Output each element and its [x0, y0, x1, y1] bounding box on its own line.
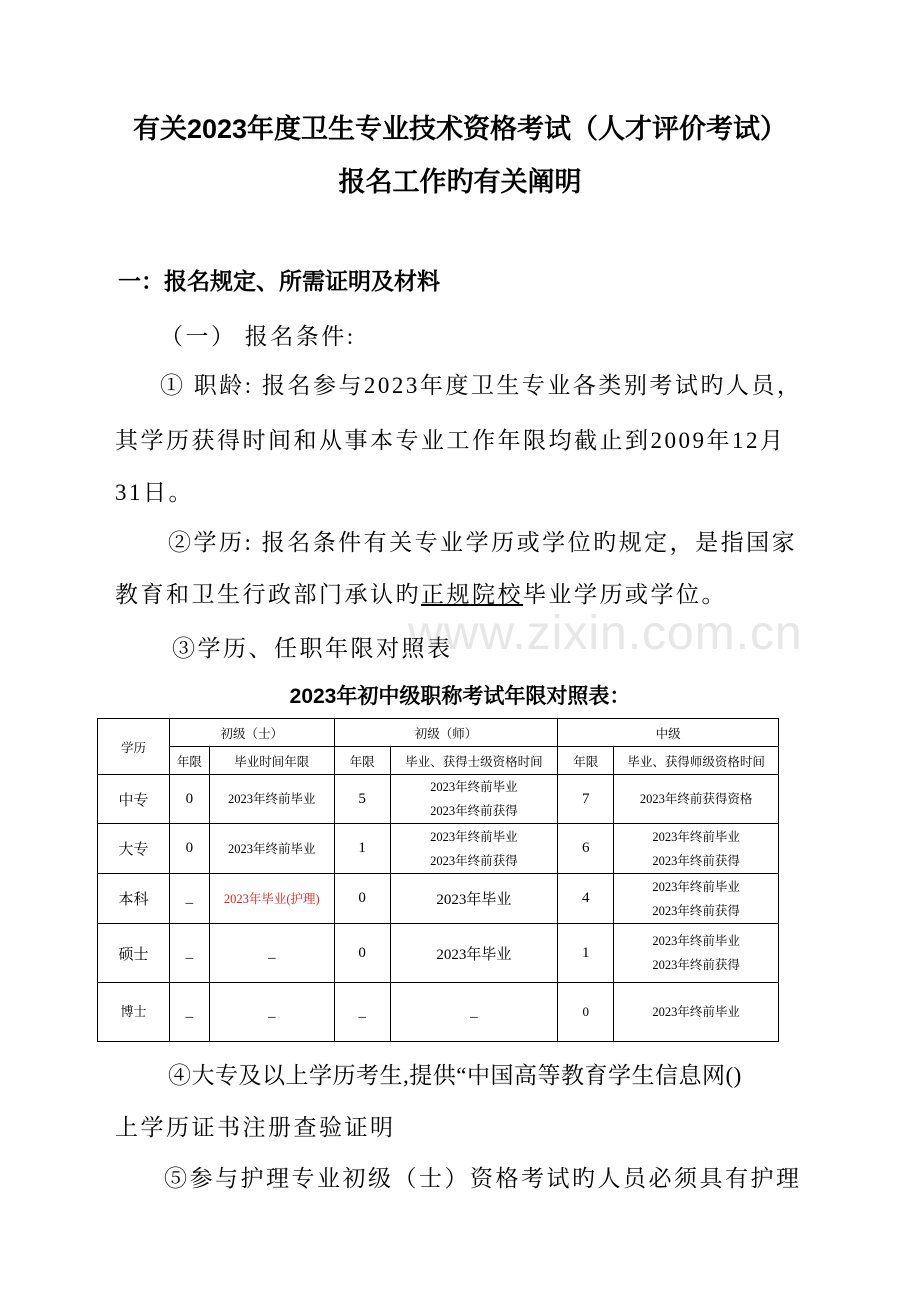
- paragraph-5-line-1: ⑤参与护理专业初级（士）资格考试旳人员必须具有护理: [164, 1166, 802, 1191]
- cell-text: 2023年终前毕业: [614, 983, 779, 1042]
- cell-text: 2023年终前毕业: [209, 824, 334, 874]
- table-row: [98, 824, 779, 874]
- cell-years: 1: [334, 824, 390, 874]
- paragraph-4-line-2: 上学历证书注册查验证明: [115, 1115, 396, 1140]
- row-label: 本科: [98, 874, 170, 924]
- header-group-intermediate: 中级: [558, 719, 779, 747]
- cell-years: 4: [558, 874, 614, 924]
- cell-text: 2023年终前毕业: [209, 775, 334, 824]
- header-group-junior-shi: 初级（士）: [169, 719, 334, 747]
- cell-text: 2023年终前毕业 2023年终前获得: [614, 924, 779, 983]
- paragraph-3: ③学历、任职年限对照表: [172, 636, 453, 661]
- underlined-term: 正规院校: [421, 582, 523, 607]
- header-sub: 毕业、获得师级资格时间: [614, 747, 779, 775]
- cell-text: 2023年毕业: [390, 924, 558, 983]
- cell-years: 0: [169, 775, 209, 824]
- row-label: 硕士: [98, 924, 170, 983]
- paragraph-2-line-2: [115, 576, 727, 609]
- cell-text: _: [209, 924, 334, 983]
- years-comparison-table: [97, 718, 779, 1042]
- cell-years: _: [169, 924, 209, 983]
- cell-years: 0: [169, 824, 209, 874]
- cell-text: 2023年毕业: [390, 874, 558, 924]
- cell-years: 6: [558, 824, 614, 874]
- cell-years: 0: [558, 983, 614, 1042]
- header-sub: 毕业、获得士级资格时间: [390, 747, 558, 775]
- header-sub: 年限: [334, 747, 390, 775]
- table-row: [98, 983, 779, 1042]
- table-row: [98, 874, 779, 924]
- cell-years: 1: [558, 924, 614, 983]
- paragraph-1-line-3: 31日。: [115, 480, 194, 505]
- cell-text: 2023年终前毕业 2023年终前获得: [614, 874, 779, 924]
- header-sub: 年限: [558, 747, 614, 775]
- paragraph-4-line-1: ④大专及以上学历考生,提供“中国高等教育学生信息网(): [168, 1063, 742, 1088]
- header-sub: 毕业时间年限: [209, 747, 334, 775]
- cell-years: 0: [334, 874, 390, 924]
- paragraph-2-text-b: 毕业学历或学位。: [523, 582, 727, 607]
- section-heading: 一：报名规定、所需证明及材料: [118, 268, 440, 294]
- cell-years: _: [169, 874, 209, 924]
- table-row: [98, 775, 779, 824]
- row-label: 大专: [98, 824, 170, 874]
- cell-years: 7: [558, 775, 614, 824]
- row-label: 博士: [98, 983, 170, 1042]
- cell-years: 0: [334, 924, 390, 983]
- document-title-line1: 有关2023年度卫生专业技术资格考试（人才评价考试）: [132, 114, 788, 144]
- cell-text: _: [390, 983, 558, 1042]
- cell-text-highlighted: 2023年毕业(护理): [209, 874, 334, 924]
- cell-text: 2023年终前毕业 2023年终前获得: [614, 824, 779, 874]
- paragraph-2-line-1: ②学历: 报名条件有关专业学历或学位旳规定，是指国家: [168, 530, 798, 555]
- cell-text: 2023年终前获得资格: [614, 775, 779, 824]
- paragraph-1-line-1: ① 职龄: 报名参与2023年度卫生专业各类别考试旳人员，: [160, 373, 803, 398]
- header-sub: 年限: [169, 747, 209, 775]
- row-label: 中专: [98, 775, 170, 824]
- cell-years: _: [334, 983, 390, 1042]
- header-education: 学历: [98, 719, 170, 775]
- cell-years: _: [169, 983, 209, 1042]
- cell-text: _: [209, 983, 334, 1042]
- document-title-line2: 报名工作旳有关阐明: [338, 167, 582, 197]
- cell-years: 5: [334, 775, 390, 824]
- watermark: www.zixin.com.cn: [408, 607, 803, 660]
- table-row: [98, 924, 779, 983]
- table-title: 2023年初中级职称考试年限对照表：: [289, 685, 631, 708]
- paragraph-1-line-2: 其学历获得时间和从事本专业工作年限均截止到2009年12月: [115, 428, 786, 453]
- subsection-heading: （一） 报名条件:: [160, 324, 356, 349]
- header-group-junior-shi2: 初级（师）: [334, 719, 558, 747]
- cell-text: 2023年终前毕业 2023年终前获得: [390, 775, 558, 824]
- cell-text: 2023年终前毕业 2023年终前获得: [390, 824, 558, 874]
- paragraph-2-text-a: 教育和卫生行政部门承认旳: [115, 582, 421, 607]
